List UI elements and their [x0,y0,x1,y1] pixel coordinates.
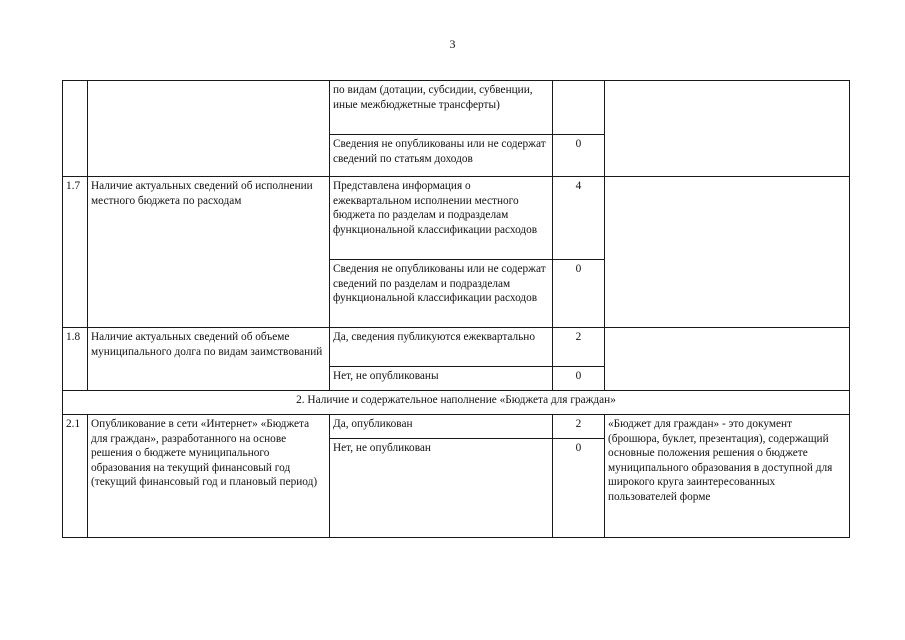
indicator-cell: Наличие актуальных сведений об объеме муниципального долга по видам заимствований [88,328,330,391]
criteria-cell: по видам (дотации, субсидии, субвенции, иные межбюджетные трансферты) [330,81,553,135]
criteria-cell: Сведения не опубликованы или не содержат сведений по разделам и подразделам функциональной классификации расходов [330,260,553,328]
number-cell-empty [63,81,88,177]
section-header-row [63,391,850,415]
score-cell: 0 [553,367,605,391]
evaluation-table [62,80,850,538]
table-row [63,81,850,135]
score-cell: 0 [553,135,605,177]
criteria-cell: Да, опубликован [330,415,553,439]
indicator-cell-empty [88,81,330,177]
table-row [63,328,850,367]
section-title: 2. Наличие и содержательное наполнение «Бюджета для граждан» [63,391,850,415]
criteria-cell: Сведения не опубликованы или не содержат сведений по статьям доходов [330,135,553,177]
score-cell: 4 [553,177,605,260]
comment-cell: «Бюджет для граждан» - это документ (брошюра, буклет, презентация), содержащий основные положения решения о бюджете муниципального образования в доступной для широкого круга заинтересованных пользователей форме [605,415,850,538]
score-cell-empty [553,81,605,135]
indicator-cell: Опубликование в сети «Интернет» «Бюджета для граждан», разработанного на основе решения о бюджете муниципального образования на текущий финансовый год (текущий финансовый год и плановый период) [88,415,330,538]
criteria-cell: Нет, не опубликованы [330,367,553,391]
row-number: 1.7 [63,177,88,328]
criteria-cell: Представлена информация о ежеквартальном исполнении местного бюджета по разделам и подразделам функциональной классификации расходов [330,177,553,260]
score-cell: 0 [553,439,605,538]
table-row [63,415,850,439]
criteria-cell: Да, сведения публикуются ежеквартально [330,328,553,367]
score-cell: 2 [553,328,605,367]
page-number: 3 [449,37,456,51]
score-cell: 2 [553,415,605,439]
indicator-cell: Наличие актуальных сведений об исполнении местного бюджета по расходам [88,177,330,328]
comment-cell-empty [605,81,850,177]
table-row [63,177,850,260]
row-number: 2.1 [63,415,88,538]
comment-cell-empty [605,328,850,391]
score-cell: 0 [553,260,605,328]
criteria-cell: Нет, не опубликован [330,439,553,538]
comment-cell-empty [605,177,850,328]
row-number: 1.8 [63,328,88,391]
